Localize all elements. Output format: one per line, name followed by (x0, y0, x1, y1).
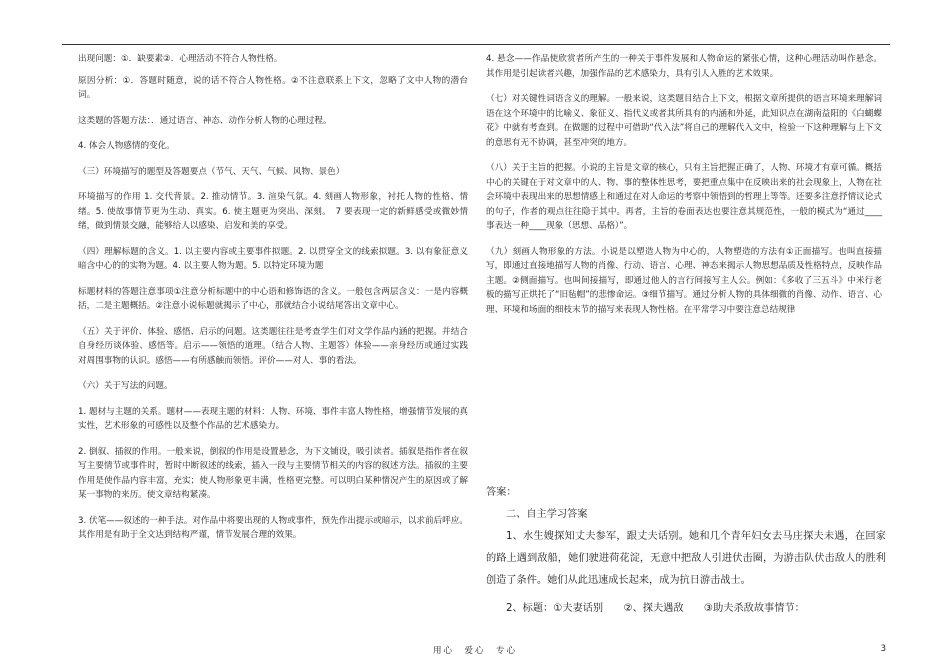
paragraph: 3. 伏笔——叙述的一种手法。对作品中将要出现的人物或事件，预先作出提示或暗示，以求前后呼应。其作用是有助于全文达到结构严谨，情节发展合理的效果。 (78, 515, 468, 540)
paragraph: 原因分析：①．答题时随意，说的话不符合人物性格。②不注意联系上下文，忽略了文中人物的潜台词。 (78, 75, 468, 100)
paragraph: 标题材料的答题注意事项①注意分析标题中的中心语和修饰语的含义。一般包含两层含义：一是内容概括，二是主题概括。②注意小说标题就揭示了中心，那就结合小说结尾答出文章中心。 (78, 286, 468, 311)
answers-heading: 答案： (486, 487, 517, 498)
header-rule (62, 44, 890, 45)
paragraph: 环境描写的作用 1. 交代背景。2. 推动情节。3. 渲染气氛。4. 刻画人物形象，衬托人物的性格、情绪。5. 使故事情节更为生动、真实。6. 使主题更为突出、深刻。 7 要表现一定的新鲜感受或微妙情绪，做到情景交融，能够给人以感染、启发和美的享受。 (78, 192, 468, 231)
paragraph: 1. 题材与主题的关系。题材——表现主题的材料：人物、环境、事件丰富人物性格，增强情节发展的真实性，艺术形象的可感性以及整个作品的艺术感染力。 (78, 406, 468, 431)
paragraph: （四）理解标题的含义。1. 以主要内容或主要事件拟题。2. 以贯穿全文的线索拟题。3. 以有象征意义暗含中心的的实物为题。4. 以主要人物为题。5. 以特定环境为题 (78, 246, 468, 271)
answer-item: 1、水生嫂探知丈夫参军，跟丈夫话别。她和几个青年妇女去马庄探夫未遇，在回家的路上遇到敌船，她们驶进荷花淀，无意中把敌人引进伏击圈，为游击队伏击敌人的胜利创造了条件。她们从此迅速成长起来，成为抗日游击战士。 (486, 531, 886, 586)
answer-item: 2、标题：①夫妻话别 ②、探夫遇敌 ③助夫杀敌故事情节： (506, 603, 805, 614)
answers-section-title: 二、自主学习答案 (506, 509, 588, 520)
right-column (486, 52, 882, 328)
paragraph: 出现问题：①．缺要素②．心理活动不符合人物性格。 (78, 54, 283, 64)
paragraph: （七）对关键性词语含义的理解。一般来说，这类题目结合上下文，根据文章所提供的语言环境来理解词语在这个环境中的比喻义、象征义、指代义或者其所具有的内涵和外延，此知识点在湖南益阳的《白蝴蝶花》中就有考查到。在做题的过程中可借助“代入法”将自己的理解代入文中，检验一下这种理解与上下文的意思有无不协调，甚至冲突的地方。 (486, 94, 882, 148)
paragraph: （九）刻画人物形象的方法。小说是以塑造人物为中心的，人物塑造的方法有①正面描写。也叫直接描写，即通过直接地描写人物的肖像、行动、语言、心理、神态来揭示人物思想品质及性格特点，反映作品主题。②侧面描写。也叫间接描写，即通过他人的言行间接写主人公。例如：《多收了三五斗》中米行老板的描写正烘托了“旧毡帽”的悲惨命运。③细节描写。通过分析人物的具体细微的肖像、动作、语言、心理、环境和场面的细枝末节的描写来表现人物性格。在平常学习中要注意总结规律 (486, 246, 882, 315)
paragraph: 2. 倒叙、插叙的作用。一般来说，倒叙的作用是设置悬念，为下文铺设，吸引读者。插叙是指作者在叙写主要情节或事件时，暂时中断叙述的线索，插入一段与主要情节相关的内容的叙述方法。插叙的主要作用是使作品内容丰富，充实；使人物形象更丰满，性格更完整。可以明白某种情况产生的原因或了解某一事物的来历。使文章结构紧凑。 (78, 446, 468, 500)
paragraph: （三）环境描写的题型及答题要点（节气、天气、气候、风物、景色） (78, 166, 345, 177)
paragraph: 这类题的答题方法：．通过语言、神态、动作分析人物的心理过程。 (78, 115, 332, 126)
page-number: 3 (880, 644, 886, 654)
paragraph: 4. 悬念——作品使欣赏者所产生的一种关于事件发展和人物命运的紧张心情，这种心理活动叫作悬念。其作用是引起读者兴趣，加强作品的艺术感染力，具有引人入胜的艺术效果。 (486, 54, 882, 79)
left-column (78, 52, 468, 554)
footer-slogan: 用心 爱心 专心 (432, 646, 517, 656)
paragraph: （八）关于主旨的把握。小说的主旨是文章的核心，只有主旨把握正确了，人物、环境才有章可循。概括中心的关键在于对文章中的人、物、事的整体性思考，要把重点集中在反映出来的社会现象上，人物在社会环境中表现出来的思想情感上和通过在对人命运的考察中领悟到的哲理上等等。还要多注意抒情议论式的句子，作者的观点往往隐于其中。再者，主旨的卷面表达也要注意其规范性，一般的模式为“通过____事表达一种____现象（思想、品格）”。 (486, 163, 882, 231)
paragraph: （五）关于评价、体验、感悟、启示的问题。这类题往往是考查学生们对文学作品内涵的把握。并结合自身经历谈体验、感悟等。启示——领悟的道理。（结合人物、主题答）体验——亲身经历或通过实践对周围事物的认识。感悟——有所感触而领悟。评价——对人、事的看法。 (78, 326, 468, 366)
paragraph: （六）关于写法的问题。 (78, 381, 173, 391)
answers-section (486, 482, 886, 620)
paragraph: 4. 体会人物感情的变化。 (78, 141, 175, 151)
